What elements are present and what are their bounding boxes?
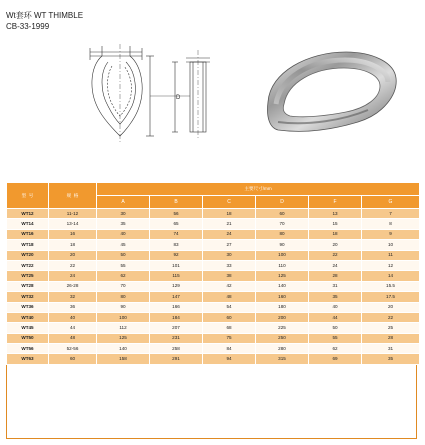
table-row: [7, 302, 420, 312]
cell-d: 80: [256, 229, 309, 239]
cell-a: 30: [97, 209, 150, 219]
cell-spec: 52-56: [49, 344, 97, 354]
cell-g: 22: [362, 312, 420, 322]
cell-spec: 11-12: [49, 209, 97, 219]
cell-d: 140: [256, 281, 309, 291]
cell-spec: 26-28: [49, 281, 97, 291]
cell-spec: 48: [49, 333, 97, 343]
cell-b: 83: [150, 240, 203, 250]
table-row: [7, 250, 420, 260]
cell-spec: 16: [49, 229, 97, 239]
cell-a: 140: [97, 344, 150, 354]
cell-b: 258: [150, 344, 203, 354]
cell-model: WT63: [7, 354, 49, 364]
cell-model: WT12: [7, 209, 49, 219]
cell-g: 15.5: [362, 281, 420, 291]
cell-model: WT40: [7, 312, 49, 322]
table-row: [7, 292, 420, 302]
cell-model: WT22: [7, 260, 49, 270]
cell-g: 20: [362, 302, 420, 312]
cell-b: 101: [150, 260, 203, 270]
cell-a: 40: [97, 229, 150, 239]
cell-spec: 32: [49, 292, 97, 302]
cell-c: 30: [203, 250, 256, 260]
cell-c: 84: [203, 344, 256, 354]
cell-c: 54: [203, 302, 256, 312]
cell-b: 291: [150, 354, 203, 364]
cell-f: 31: [309, 281, 362, 291]
cell-c: 27: [203, 240, 256, 250]
cell-f: 44: [309, 312, 362, 322]
cell-f: 69: [309, 354, 362, 364]
cell-spec: 24: [49, 271, 97, 281]
header-col-a: A: [97, 196, 150, 209]
header-model: 型 号: [7, 183, 49, 209]
cell-b: 65: [150, 219, 203, 229]
cell-f: 15: [309, 219, 362, 229]
cell-spec: 60: [49, 354, 97, 364]
cell-model: WT56: [7, 344, 49, 354]
cell-spec: 13-14: [49, 219, 97, 229]
cell-f: 62: [309, 344, 362, 354]
table-row: [7, 344, 420, 354]
thimble-technical-drawing: [80, 44, 225, 144]
cell-f: 24: [309, 260, 362, 270]
header-spec: 规 格: [49, 183, 97, 209]
table-row: [7, 323, 420, 333]
cell-a: 35: [97, 219, 150, 229]
cell-f: 28: [309, 271, 362, 281]
title-line-1: Wt套环 WT THIMBLE: [6, 11, 84, 20]
cell-a: 80: [97, 292, 150, 302]
cell-c: 75: [203, 333, 256, 343]
cell-g: 10: [362, 240, 420, 250]
cell-b: 184: [150, 312, 203, 322]
cell-d: 110: [256, 260, 309, 270]
cell-g: 9: [362, 229, 420, 239]
cell-f: 50: [309, 323, 362, 333]
cell-b: 74: [150, 229, 203, 239]
header-col-b: B: [150, 196, 203, 209]
cell-a: 62: [97, 271, 150, 281]
cell-f: 40: [309, 302, 362, 312]
cell-f: 18: [309, 229, 362, 239]
cell-a: 50: [97, 250, 150, 260]
cell-c: 48: [203, 292, 256, 302]
document-title: [6, 10, 83, 32]
table-row: [7, 354, 420, 364]
cell-c: 42: [203, 281, 256, 291]
cell-b: 129: [150, 281, 203, 291]
cell-a: 125: [97, 333, 150, 343]
cell-d: 125: [256, 271, 309, 281]
cell-a: 100: [97, 312, 150, 322]
cell-spec: 22: [49, 260, 97, 270]
cell-g: 14: [362, 271, 420, 281]
cell-model: WT32: [7, 292, 49, 302]
cell-d: 60: [256, 209, 309, 219]
cell-d: 200: [256, 312, 309, 322]
thimble-product-photo: [248, 44, 403, 140]
header-col-d: D: [256, 196, 309, 209]
cell-c: 21: [203, 219, 256, 229]
header-main-dimensions: 主要尺寸/mm: [97, 183, 420, 196]
header-col-g: G: [362, 196, 420, 209]
cell-spec: 20: [49, 250, 97, 260]
cell-spec: 44: [49, 323, 97, 333]
cell-f: 13: [309, 209, 362, 219]
cell-a: 55: [97, 260, 150, 270]
cell-d: 315: [256, 354, 309, 364]
table-row: [7, 271, 420, 281]
cell-g: 17.5: [362, 292, 420, 302]
cell-f: 55: [309, 333, 362, 343]
cell-c: 68: [203, 323, 256, 333]
cell-model: WT20: [7, 250, 49, 260]
cell-c: 94: [203, 354, 256, 364]
cell-a: 90: [97, 302, 150, 312]
cell-d: 160: [256, 292, 309, 302]
table-row: [7, 240, 420, 250]
table-row: [7, 209, 420, 219]
title-line-2: CB-33-1999: [6, 22, 50, 31]
cell-a: 158: [97, 354, 150, 364]
table-row: [7, 229, 420, 239]
cell-model: WT28: [7, 281, 49, 291]
thimble-spec-table: [6, 182, 420, 365]
cell-c: 33: [203, 260, 256, 270]
cell-d: 250: [256, 333, 309, 343]
cell-b: 231: [150, 333, 203, 343]
cell-d: 280: [256, 344, 309, 354]
cell-b: 166: [150, 302, 203, 312]
cell-a: 45: [97, 240, 150, 250]
cell-model: WT14: [7, 219, 49, 229]
table-row: [7, 281, 420, 291]
cell-g: 25: [362, 323, 420, 333]
cell-d: 70: [256, 219, 309, 229]
table-row: [7, 219, 420, 229]
cell-spec: 36: [49, 302, 97, 312]
cell-spec: 40: [49, 312, 97, 322]
cell-c: 24: [203, 229, 256, 239]
cell-d: 180: [256, 302, 309, 312]
header-col-f: F: [309, 196, 362, 209]
cell-model: WT25: [7, 271, 49, 281]
header-col-c: C: [203, 196, 256, 209]
spec-table-body: [7, 209, 420, 365]
cell-d: 90: [256, 240, 309, 250]
cell-b: 56: [150, 209, 203, 219]
table-row: [7, 312, 420, 322]
cell-g: 8: [362, 219, 420, 229]
cell-b: 115: [150, 271, 203, 281]
cell-model: WT45: [7, 323, 49, 333]
cell-g: 12: [362, 260, 420, 270]
cell-a: 112: [97, 323, 150, 333]
table-row: [7, 260, 420, 270]
cell-a: 70: [97, 281, 150, 291]
cell-model: WT36: [7, 302, 49, 312]
cell-model: WT18: [7, 240, 49, 250]
cell-model: WT50: [7, 333, 49, 343]
cell-g: 28: [362, 333, 420, 343]
table-row: [7, 333, 420, 343]
cell-spec: 18: [49, 240, 97, 250]
cell-g: 7: [362, 209, 420, 219]
cell-b: 207: [150, 323, 203, 333]
cell-g: 11: [362, 250, 420, 260]
cell-f: 35: [309, 292, 362, 302]
cell-f: 22: [309, 250, 362, 260]
cell-c: 38: [203, 271, 256, 281]
cell-d: 225: [256, 323, 309, 333]
cell-b: 92: [150, 250, 203, 260]
cell-b: 147: [150, 292, 203, 302]
cell-g: 35: [362, 354, 420, 364]
cell-g: 31: [362, 344, 420, 354]
cell-c: 60: [203, 312, 256, 322]
cell-f: 20: [309, 240, 362, 250]
cell-c: 18: [203, 209, 256, 219]
cell-model: WT16: [7, 229, 49, 239]
drawing-dimension-label: D: [176, 95, 181, 101]
cell-d: 100: [256, 250, 309, 260]
